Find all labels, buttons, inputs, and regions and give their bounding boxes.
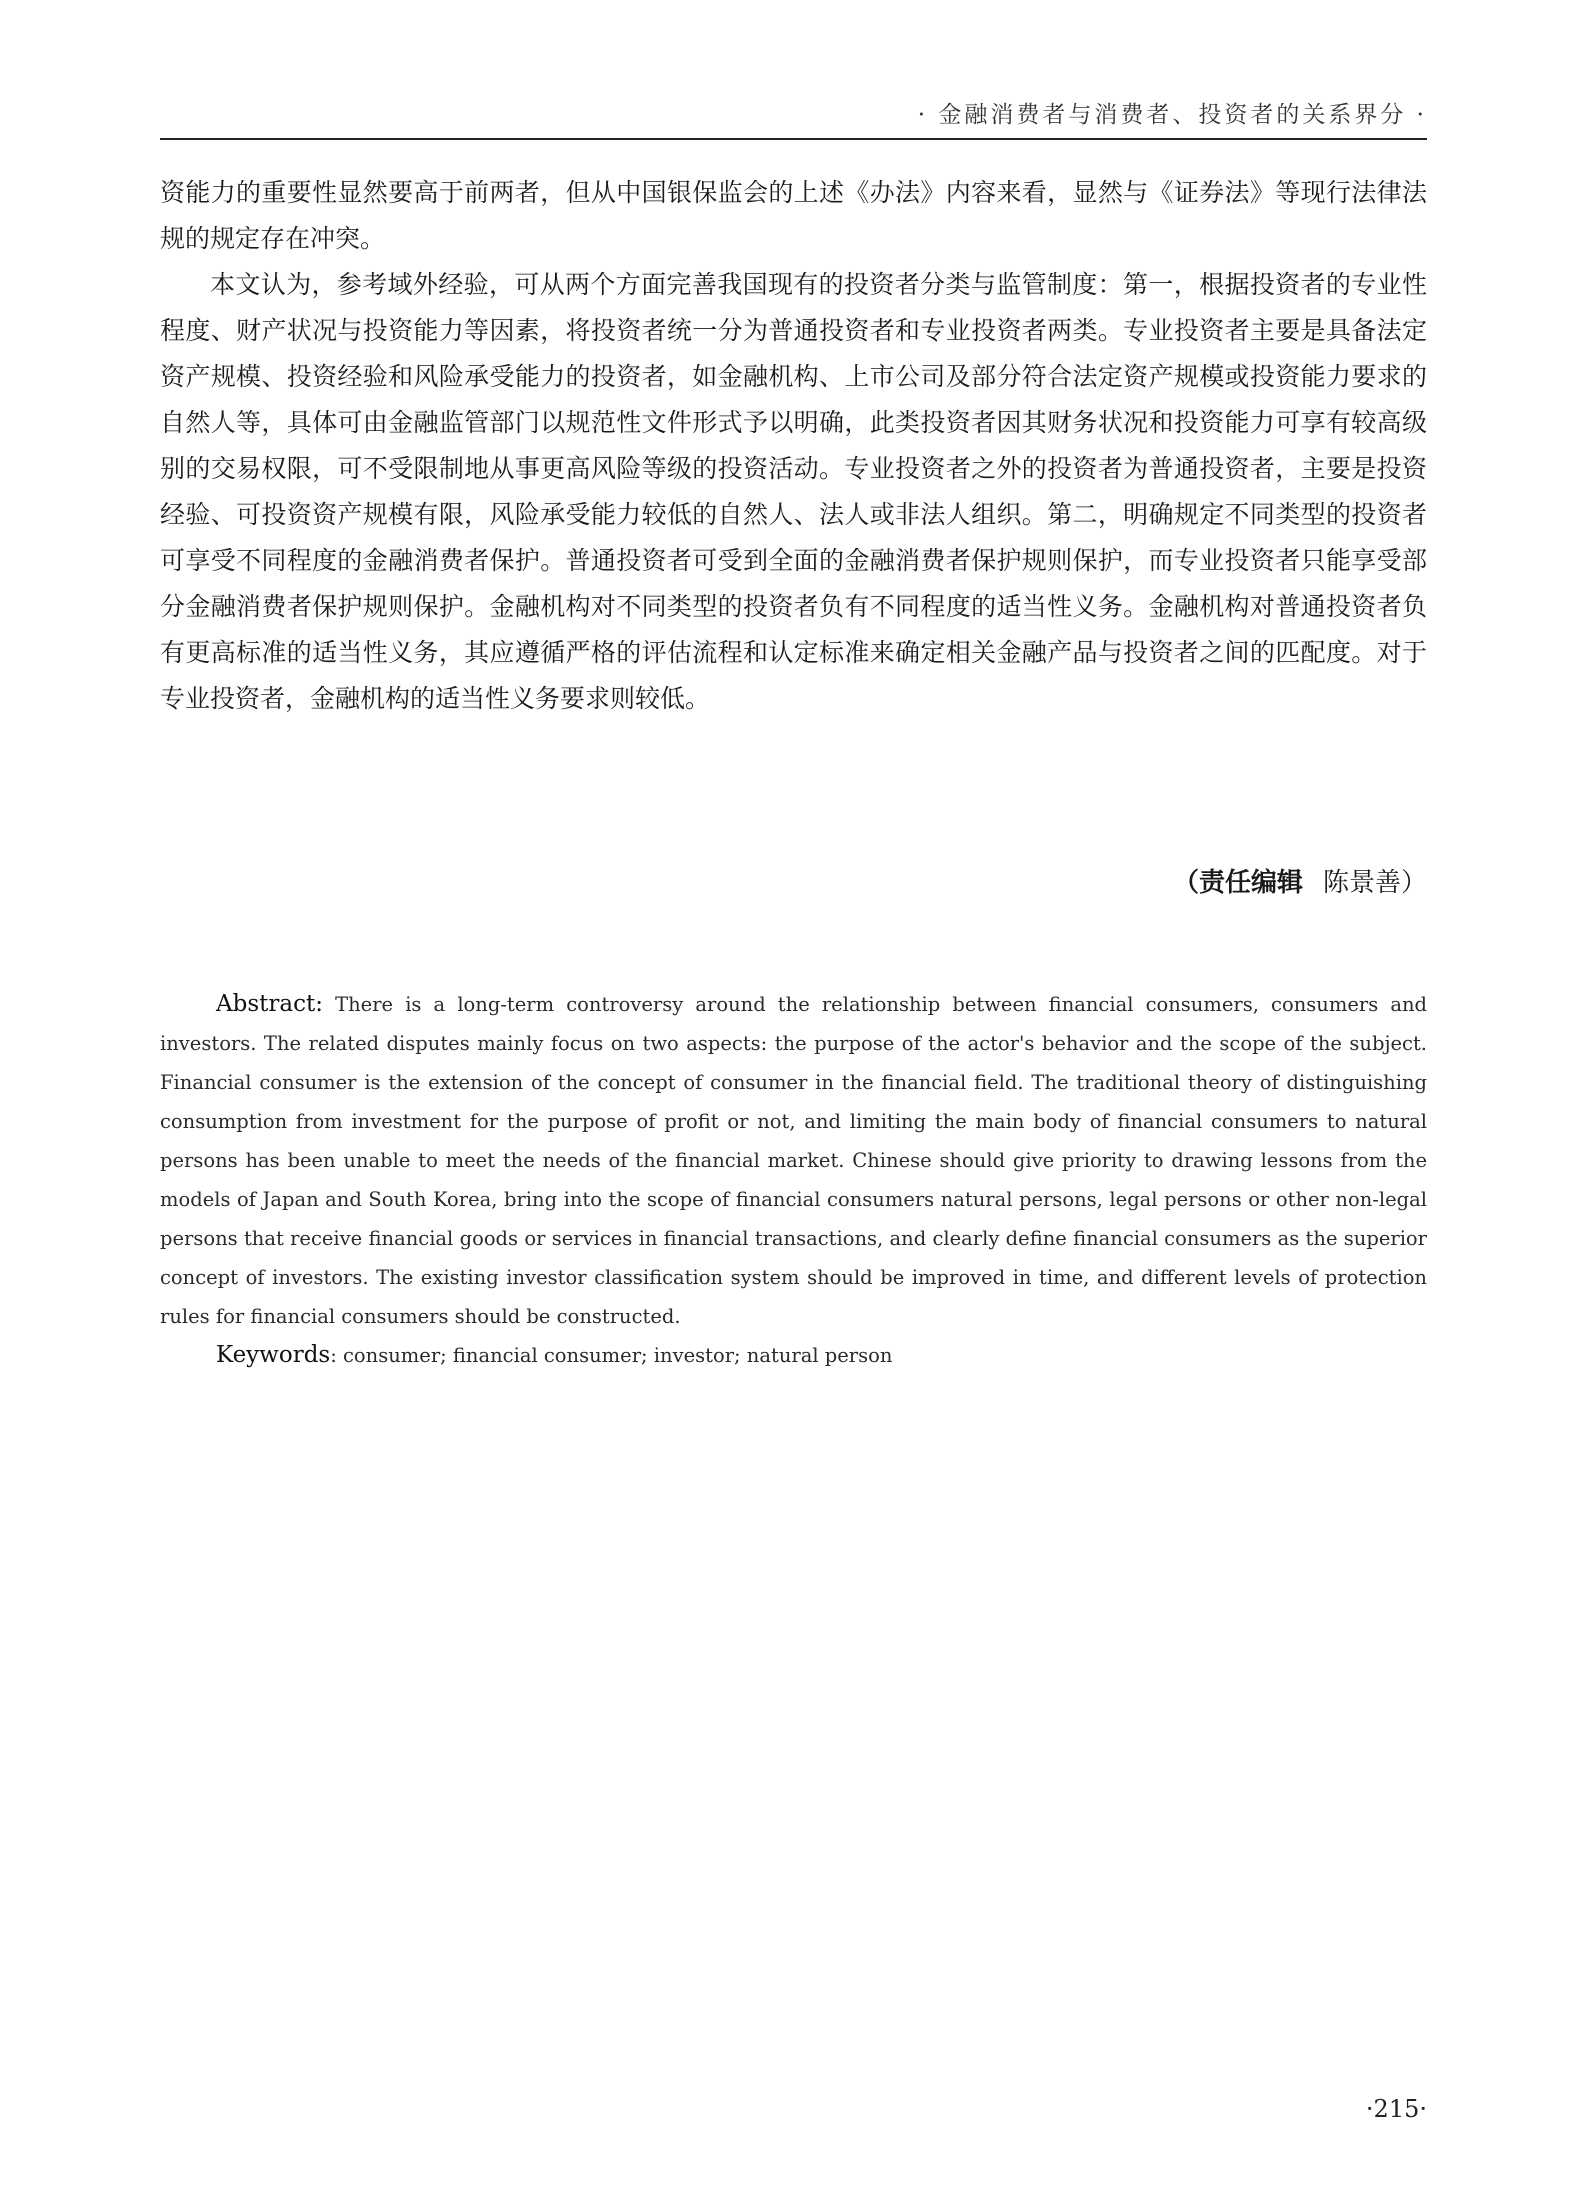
- abstract-text: There is a long-term controversy around the relationship between financial consumers, consumers and investors. The related disputes mainly focus on two aspects: the purpose of the actor's behavior and the scope of the subject. Financial consumer is the extension of the concept of consumer in the financial field. The traditional theory of distinguishing consumption from investment for the purpose of profit or not, and limiting the main body of financial consumers to natural persons has been unable to meet the needs of the financial market. Chinese should give priority to drawing lessons from the models of Japan and South Korea, bring into the scope of financial consumers natural persons, legal persons or other non-legal persons that receive financial goods or services in financial transactions, and clearly define financial consumers as the superior concept of investors. The existing investor classification system should be improved in time, and different levels of protection rules for financial consumers should be constructed.: [160, 993, 1427, 1328]
- abstract-paragraph: [160, 985, 1427, 1336]
- header-rule: [160, 138, 1427, 140]
- abstract-section: [160, 985, 1427, 1375]
- page-number: ·215·: [1365, 2095, 1427, 2123]
- body-text: [160, 170, 1427, 722]
- keywords-text: : consumer; financial consumer; investor; natural person: [330, 1344, 893, 1367]
- abstract-label: Abstract:: [216, 991, 323, 1017]
- body-paragraph-1: 资能力的重要性显然要高于前两者，但从中国银保监会的上述《办法》内容来看，显然与《证券法》等现行法律法规的规定存在冲突。: [160, 178, 1427, 253]
- keywords-paragraph: [160, 1336, 1427, 1375]
- editor-label: （责任编辑: [1172, 868, 1303, 898]
- editor-credit: [1173, 862, 1427, 899]
- keywords-label: Keywords: [216, 1342, 331, 1368]
- body-paragraph-2: 本文认为，参考域外经验，可从两个方面完善我国现有的投资者分类与监管制度：第一，根据投资者的专业性程度、财产状况与投资能力等因素，将投资者统一分为普通投资者和专业投资者两类。专业投资者主要是具备法定资产规模、投资经验和风险承受能力的投资者，如金融机构、上市公司及部分符合法定资产规模或投资能力要求的自然人等，具体可由金融监管部门以规范性文件形式予以明确，此类投资者因其财务状况和投资能力可享有较高级别的交易权限，可不受限制地从事更高风险等级的投资活动。专业投资者之外的投资者为普通投资者，主要是投资经验、可投资资产规模有限，风险承受能力较低的自然人、法人或非法人组织。第二，明确规定不同类型的投资者可享受不同程度的金融消费者保护。普通投资者可受到全面的金融消费者保护规则保护，而专业投资者只能享受部分金融消费者保护规则保护。金融机构对不同类型的投资者负有不同程度的适当性义务。金融机构对普通投资者负有更高标准的适当性义务，其应遵循严格的评估流程和认定标准来确定相关金融产品与投资者之间的匹配度。对于专业投资者，金融机构的适当性义务要求则较低。: [160, 270, 1427, 713]
- editor-name: 陈景善）: [1322, 868, 1427, 898]
- running-header: · 金融消费者与消费者、投资者的关系界分 ·: [917, 102, 1427, 128]
